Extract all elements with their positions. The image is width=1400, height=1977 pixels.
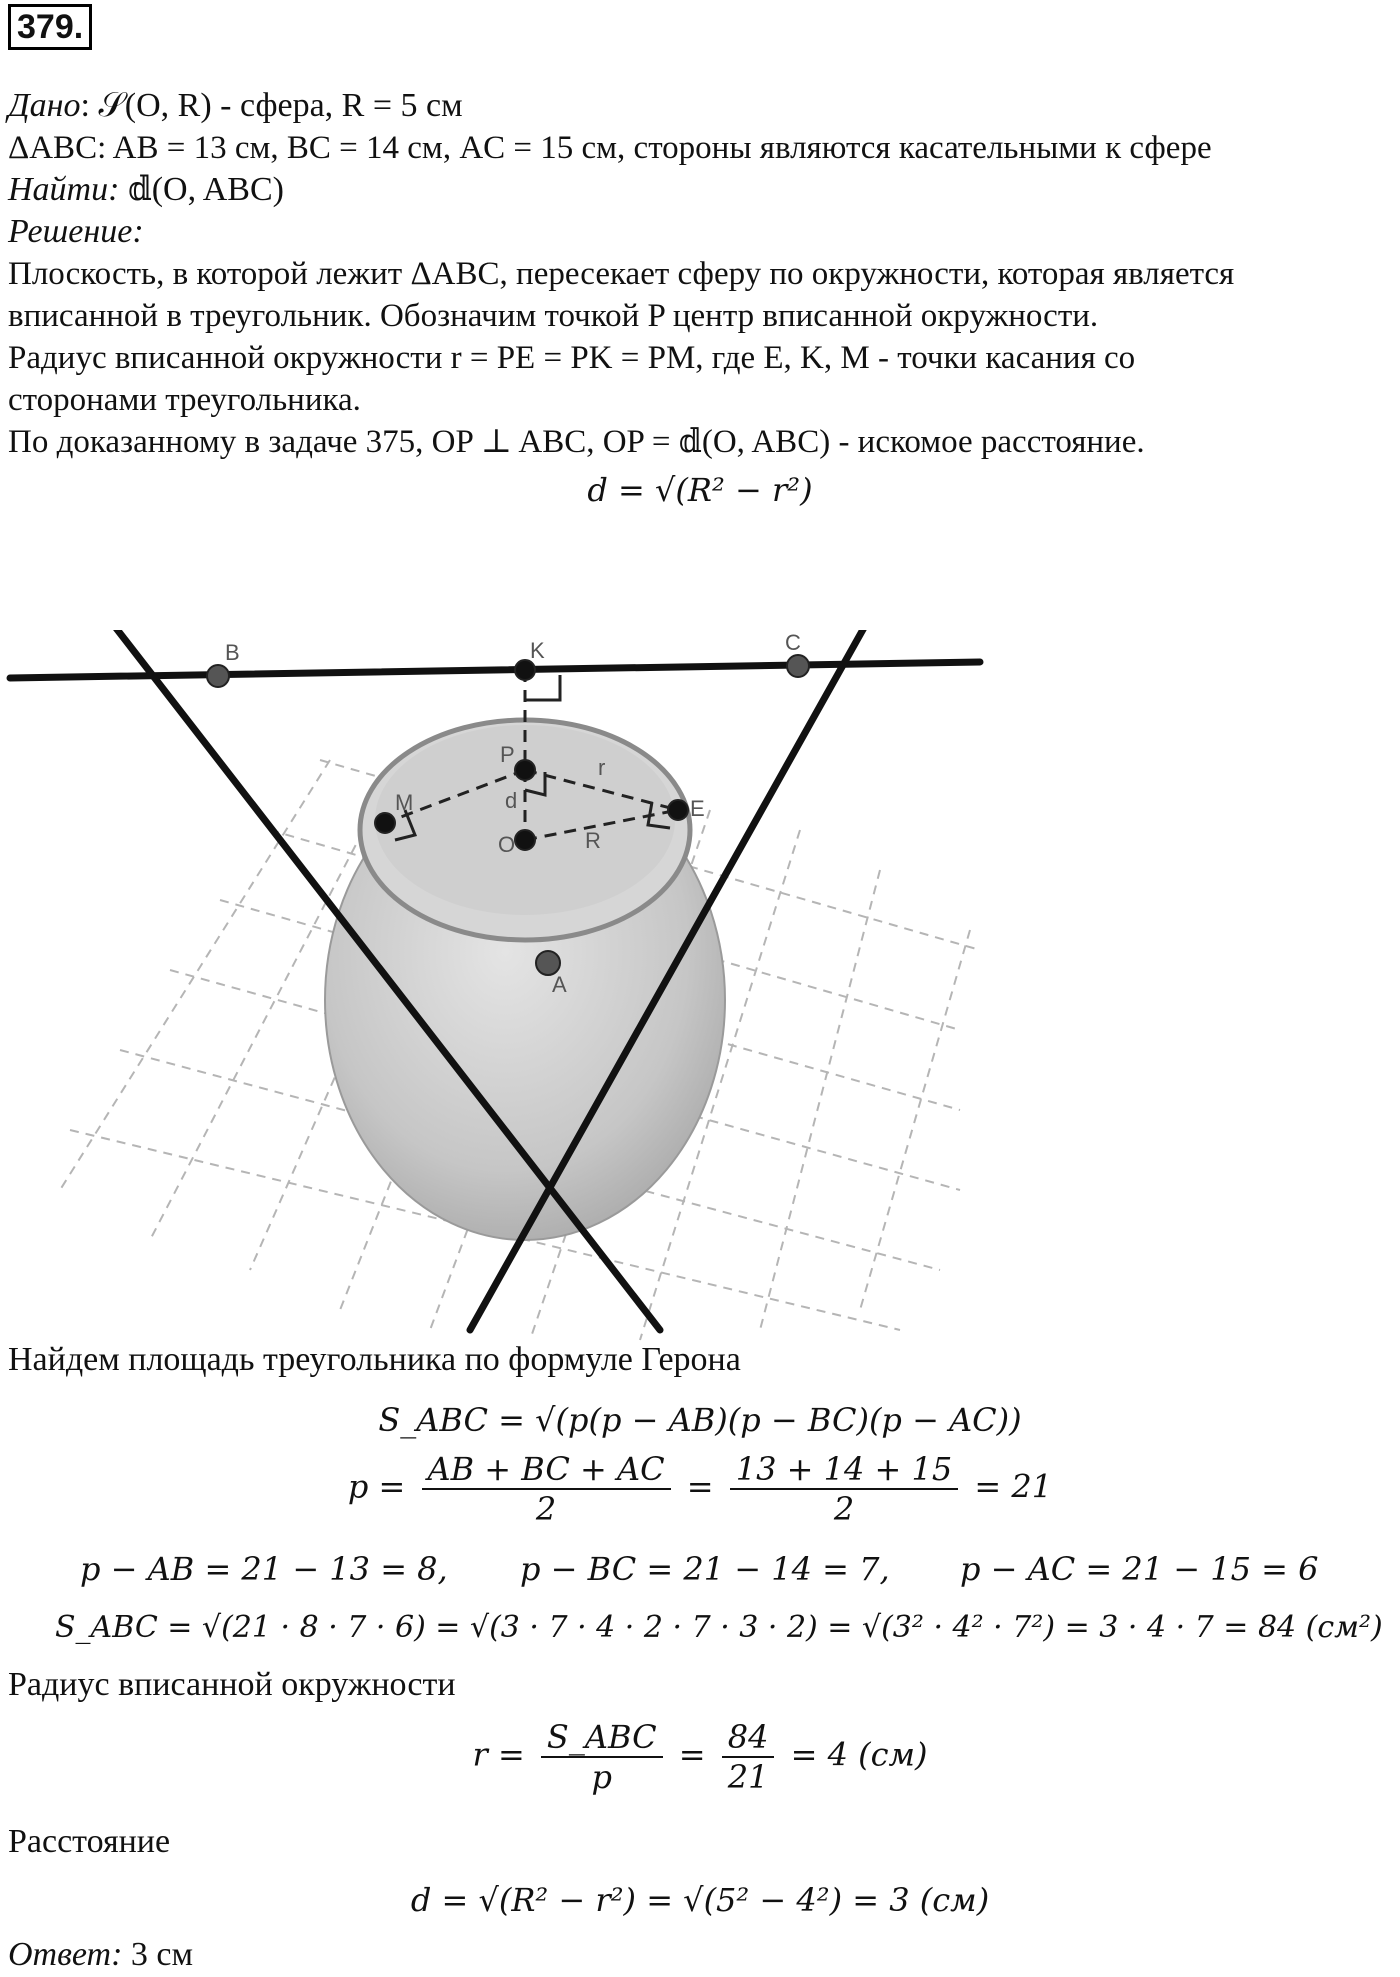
point-p — [515, 760, 535, 780]
label-b: B — [225, 640, 240, 665]
solution-line-5: По доказанному в задаче 375, OP ⊥ ABC, OP = 𝕕(O, ABC) - искомое расстояние. — [8, 424, 1145, 460]
point-c — [787, 655, 809, 677]
answer-line — [8, 1935, 193, 1975]
given-text: : 𝒮(O, R) - сфера, R = 5 см — [80, 87, 463, 124]
solution-line-3: Радиус вписанной окружности r = PE = PK = PM, где E, K, M - точки касания со — [8, 340, 1136, 376]
label-m: M — [395, 790, 414, 815]
p-fraction-1: $\frac{AB + BC + AC}{2}$ — [422, 1450, 671, 1528]
p-lhs: p = — [347, 1467, 406, 1506]
point-o — [515, 830, 535, 850]
r-fraction-2: $\frac{84}{21}$ — [722, 1718, 775, 1796]
distance-formula: d = √(R² − r²) = √(5² − 4²) = 3 (см) — [410, 1881, 990, 1919]
find-value: 𝕕(O, ABC) — [119, 171, 284, 208]
distance-intro: Расстояние — [8, 1823, 171, 1860]
r-result: = 4 (см) — [790, 1735, 928, 1774]
label-r-small: r — [598, 755, 606, 780]
given-line-2: ΔABC: AB = 13 см, BC = 14 см, AC = 15 см, стороны являются касательными к сфере — [8, 130, 1212, 166]
point-b — [207, 665, 229, 687]
label-r-big: R — [585, 828, 601, 853]
point-k — [515, 660, 535, 680]
point-m — [375, 813, 395, 833]
formula-d: d = √(R² − r²) — [587, 471, 813, 509]
difference-ab: p − AB = 21 − 13 = 8, — [80, 1550, 448, 1588]
solution-line-1: Плоскость, в которой лежит ΔABC, пересекает сферу по окружности, которая является — [8, 256, 1235, 292]
r-eq: = — [678, 1735, 706, 1774]
r-fraction-1: $\frac{\text{S\_ABC}}{p}$ — [541, 1718, 663, 1796]
p-formula — [0, 1450, 1400, 1528]
difference-bc: p − BC = 21 − 14 = 7, — [520, 1550, 890, 1588]
p-fraction-2: $\frac{13 + 14 + 15}{2}$ — [730, 1450, 958, 1528]
problem-number: 379. — [8, 4, 92, 50]
inradius-intro: Радиус вписанной окружности — [8, 1666, 456, 1703]
label-a: A — [552, 972, 567, 997]
label-d: d — [505, 788, 518, 813]
answer-label: Ответ: — [8, 1936, 123, 1973]
solution-line-2: вписанной в треугольник. Обозначим точкой P центр вписанной окружности. — [8, 298, 1099, 334]
find-line — [8, 170, 284, 210]
label-o: O — [498, 832, 516, 857]
label-k: K — [530, 638, 545, 663]
label-p: P — [500, 742, 515, 767]
given-label: Дано — [8, 87, 81, 124]
heron-intro: Найдем площадь треугольника по формуле Герона — [8, 1341, 741, 1378]
area-calculation: S_ABC = √(21 · 8 · 7 · 6) = √(3 · 7 · 4 · 2 · 7 · 3 · 2) = √(3² · 4² · 7²) = 3 · 4 · 7 = 84 (см²) — [55, 1610, 1383, 1645]
solution-line-4: сторонами треугольника. — [8, 382, 361, 418]
label-c: C — [785, 630, 801, 655]
p-result: = 21 — [974, 1467, 1053, 1506]
label-e: E — [690, 796, 705, 821]
find-label: Найти: — [8, 171, 120, 208]
given-line-1 — [8, 86, 463, 126]
heron-formula: S_ABC = √(p(p − AB)(p − BC)(p − AC)) — [378, 1401, 1022, 1439]
difference-ac: p − AC = 21 − 15 = 6 — [960, 1550, 1319, 1588]
r-lhs: r = — [472, 1735, 525, 1774]
sphere-figure — [0, 630, 1000, 1350]
inradius-formula — [0, 1718, 1400, 1796]
answer-value: 3 см — [130, 1936, 193, 1973]
point-e — [668, 800, 688, 820]
p-eq: = — [686, 1467, 714, 1506]
solution-label: Решение: — [8, 213, 144, 250]
